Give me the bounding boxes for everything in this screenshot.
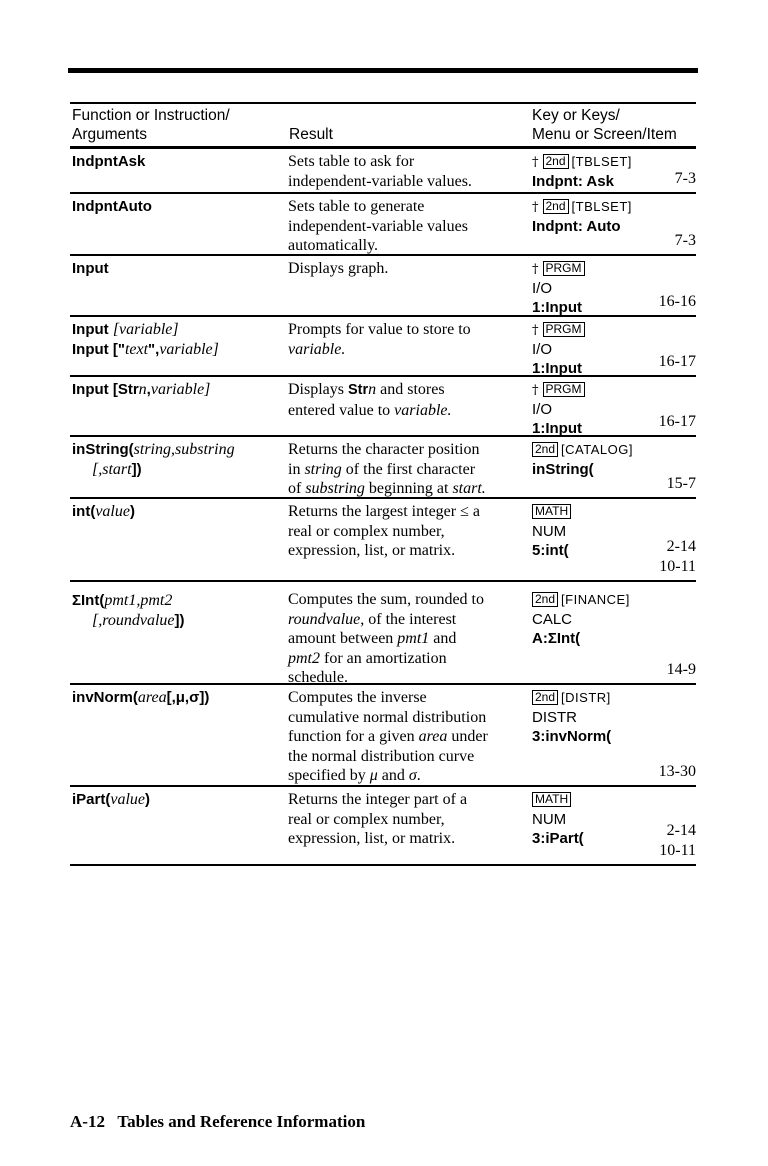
math-key-icon: MATH xyxy=(532,792,571,807)
page-footer: A-12 Tables and Reference Information xyxy=(70,1112,366,1131)
table-row: Input [Strn,variable] Displays Strn and stores entered value to variable. † PRGM I/O 1:Input 16-17 xyxy=(70,377,696,437)
header-result: Result xyxy=(289,126,333,143)
table-row: IndpntAuto Sets table to generate independent-variable values automatically. † 2nd [TBLSET] Indpnt: Auto 7-3 xyxy=(70,194,696,256)
table-row: Input Displays graph. † PRGM I/O 1:Input 16-16 xyxy=(70,256,696,317)
page-ref: 2-14 xyxy=(666,822,696,839)
page-ref: 15-7 xyxy=(666,474,696,492)
page-ref: 2-14 xyxy=(666,538,696,555)
page-ref: 16-17 xyxy=(658,352,696,370)
dagger-icon: † xyxy=(532,155,539,170)
table-row: invNorm(area[,μ,σ]) Computes the inverse cumulative normal distribution function for a given area under the normal distribution curve specified by μ and σ. 2nd [DISTR] DISTR 3:invNorm( 13-30 xyxy=(70,685,696,787)
table-row: Input [variable] Input ["text",variable] Prompts for value to store to variable. † PRGM I/O 1:Input 16-17 xyxy=(70,317,696,377)
dagger-icon: † xyxy=(532,323,539,338)
table-row: int(value) Returns the largest integer ≤ a real or complex number, expression, list, or matrix. MATH NUM 5:int( 2-14 10-11 xyxy=(70,499,696,582)
page-ref: 7-3 xyxy=(674,169,696,187)
function-name: IndpntAsk xyxy=(72,153,146,170)
reference-table xyxy=(70,102,696,866)
page-ref: 16-17 xyxy=(658,412,696,430)
table-header xyxy=(70,102,696,149)
prgm-key-icon: PRGM xyxy=(543,322,585,337)
page-ref: 16-16 xyxy=(658,292,696,310)
dagger-icon: † xyxy=(532,262,539,277)
dagger-icon: † xyxy=(532,383,539,398)
header-function: Function or Instruction/ Arguments xyxy=(72,107,230,143)
function-name: IndpntAuto xyxy=(72,198,152,215)
2nd-key-icon: 2nd xyxy=(532,690,558,705)
page-ref: 10-11 xyxy=(659,557,696,575)
math-key-icon: MATH xyxy=(532,504,571,519)
2nd-key-icon: 2nd xyxy=(532,592,558,607)
table-row: ΣInt(pmt1,pmt2 [,roundvalue]) Computes the sum, rounded to roundvalue, of the interest amount between pmt1 and pmt2 for an amortization schedule. 2nd [FINANCE] CALC A:ΣInt( 14-9 xyxy=(70,582,696,685)
table-row: IndpntAsk Sets table to ask for independent-variable values. † 2nd [TBLSET] Indpnt: Ask 7-3 xyxy=(70,149,696,194)
page-ref: 13-30 xyxy=(658,762,696,780)
2nd-key-icon: 2nd xyxy=(543,154,569,169)
table-row: iPart(value) Returns the integer part of a real or complex number, expression, list, or matrix. MATH NUM 3:iPart( 2-14 10-11 xyxy=(70,787,696,866)
prgm-key-icon: PRGM xyxy=(543,261,585,276)
top-rule xyxy=(68,68,698,73)
2nd-key-icon: 2nd xyxy=(532,442,558,457)
page-ref: 14-9 xyxy=(666,660,696,678)
2nd-key-icon: 2nd xyxy=(543,199,569,214)
dagger-icon: † xyxy=(532,200,539,215)
page-ref: 7-3 xyxy=(674,231,696,249)
page-ref: 10-11 xyxy=(659,841,696,859)
function-name: Input xyxy=(72,260,109,277)
header-keys: Key or Keys/ Menu or Screen/Item xyxy=(532,107,677,143)
prgm-key-icon: PRGM xyxy=(543,382,585,397)
table-row: inString(string,substring [,start]) Returns the character position in string of the first character of substring beginning at start. 2nd [CATALOG] inString( 15-7 xyxy=(70,437,696,499)
